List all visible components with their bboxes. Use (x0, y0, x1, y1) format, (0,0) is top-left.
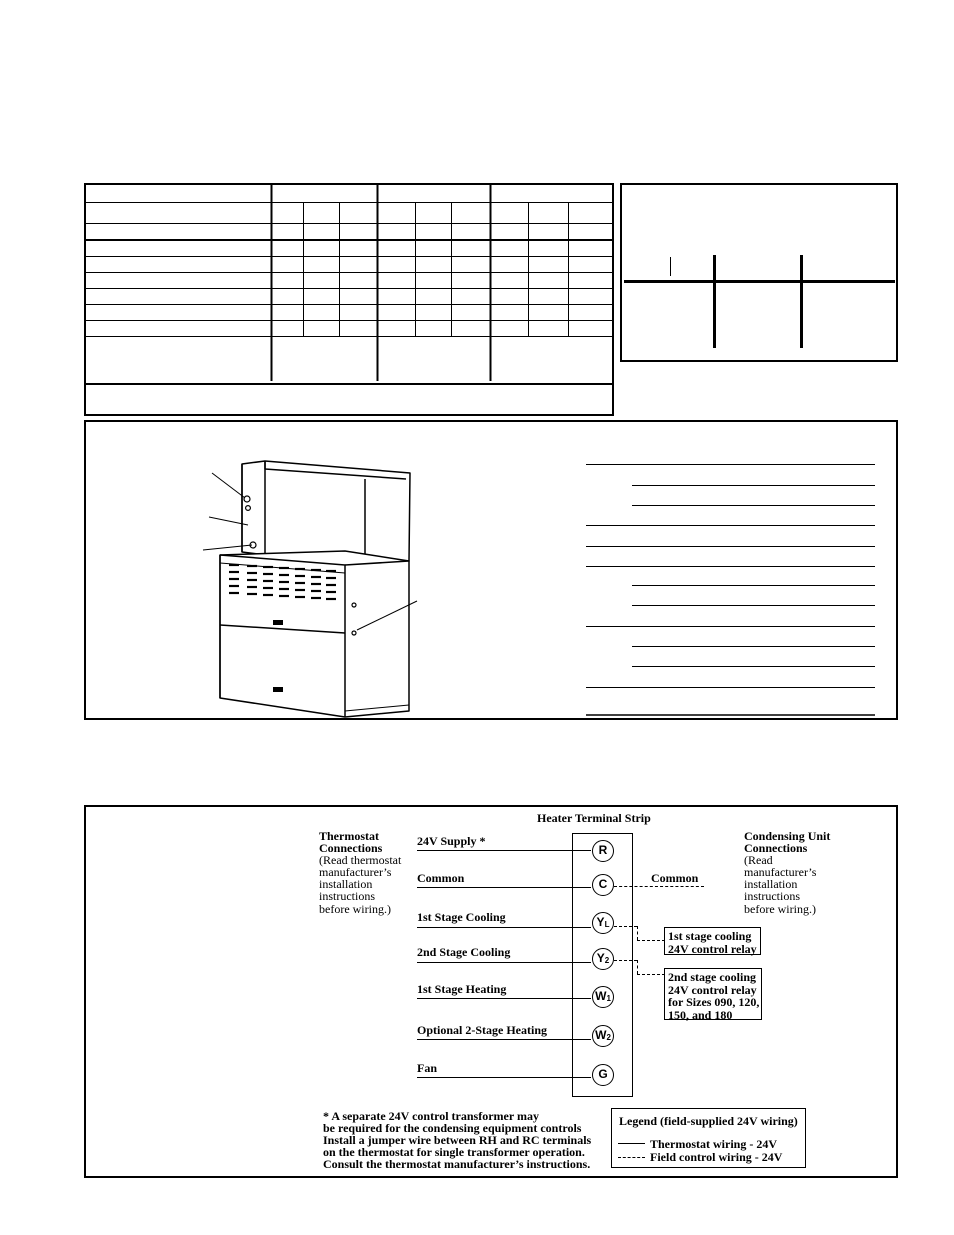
wire-label-24v-supply: 24V Supply * (417, 834, 486, 848)
relay1-wire-h2 (637, 940, 665, 941)
thermostat-note-4: instructions (319, 889, 375, 903)
relay-1st-stage-cooling: 1st stage cooling 24V control relay (664, 927, 761, 955)
wire-1st-stage-cooling (417, 927, 591, 928)
thermostat-note-5: before wiring.) (319, 902, 391, 916)
terminal-r: R (592, 840, 614, 862)
legend-dashed-label: Field control wiring - 24V (650, 1150, 783, 1164)
wire-label-2nd-stage-cooling: 2nd Stage Cooling (417, 945, 511, 959)
legend-dashed-line (618, 1157, 645, 1158)
relay2-wire-h1 (614, 960, 637, 961)
terminal-strip-title: Heater Terminal Strip (537, 811, 651, 825)
wire-label-fan: Fan (417, 1061, 438, 1075)
footnote-line-2: be required for the condensing equipment controls (323, 1121, 582, 1135)
legend-solid-label: Thermostat wiring - 24V (650, 1137, 777, 1151)
thermostat-note-1: (Read thermostat (319, 853, 402, 867)
terminal-g: G (592, 1064, 614, 1086)
terminal-y1: $Y_L$ (592, 912, 614, 934)
relay2-wire-h2 (637, 974, 665, 975)
wire-common (417, 887, 591, 888)
wire-24v-supply (417, 850, 591, 851)
wire-2nd-stage-cooling (417, 962, 591, 963)
wire-label-1st-stage-cooling: 1st Stage Cooling (417, 910, 506, 924)
condensing-note-4: instructions (744, 889, 800, 903)
thermostat-note-2: manufacturer’s (319, 865, 392, 879)
relay1-wire-h1 (614, 926, 637, 927)
condensing-unit-label-2: Connections (744, 841, 808, 855)
condensing-unit-label-1: Condensing Unit (744, 829, 831, 843)
footnote-line-4: on the thermostat for single transformer operation. (323, 1145, 585, 1159)
wire-label-1st-stage-heating: 1st Stage Heating (417, 982, 507, 996)
wire-1st-stage-heating (417, 998, 591, 999)
air-handler-illustration (195, 455, 425, 720)
thermostat-connections-label-1: Thermostat (319, 829, 379, 843)
thermostat-note-3: installation (319, 877, 373, 891)
wire-label-optional-2-stage-heating: Optional 2-Stage Heating (417, 1023, 548, 1037)
footnote-line-5: Consult the thermostat manufacturer’s instructions. (323, 1157, 591, 1171)
wire-optional-2-stage-heating (417, 1039, 591, 1040)
terminal-w2: $W_2$ (592, 1025, 614, 1047)
condensing-note-5: before wiring.) (744, 902, 816, 916)
footnote-line-1: * A separate 24V control transformer may (323, 1109, 539, 1123)
footnote-line-3: Install a jumper wire between RH and RC terminals (323, 1133, 592, 1147)
spec-table-grid (84, 183, 614, 416)
legend-solid-line (618, 1143, 645, 1144)
terminal-w1: $W_1$ (592, 986, 614, 1008)
terminal-y2: $Y_2$ (592, 948, 614, 970)
legend-title: Legend (field-supplied 24V wiring) (619, 1114, 798, 1128)
terminal-c: C (592, 874, 614, 896)
relay-2nd-stage-cooling: 2nd stage cooling 24V control relay for Sizes 090, 120, 150, and 180 (664, 968, 762, 1020)
thermostat-connections-label-2: Connections (319, 841, 383, 855)
component-list-lines (584, 460, 878, 720)
dimension-table-lines (620, 183, 898, 362)
relay1-wire-v (637, 926, 638, 940)
condensing-note-1: (Read (744, 853, 773, 867)
condensing-note-3: installation (744, 877, 798, 891)
wire-common-right (614, 886, 704, 887)
wire-label-common: Common (417, 871, 465, 885)
relay2-wire-v (637, 960, 638, 974)
condensing-note-2: manufacturer’s (744, 865, 817, 879)
wire-fan (417, 1077, 591, 1078)
right-common-label: Common (651, 871, 699, 885)
